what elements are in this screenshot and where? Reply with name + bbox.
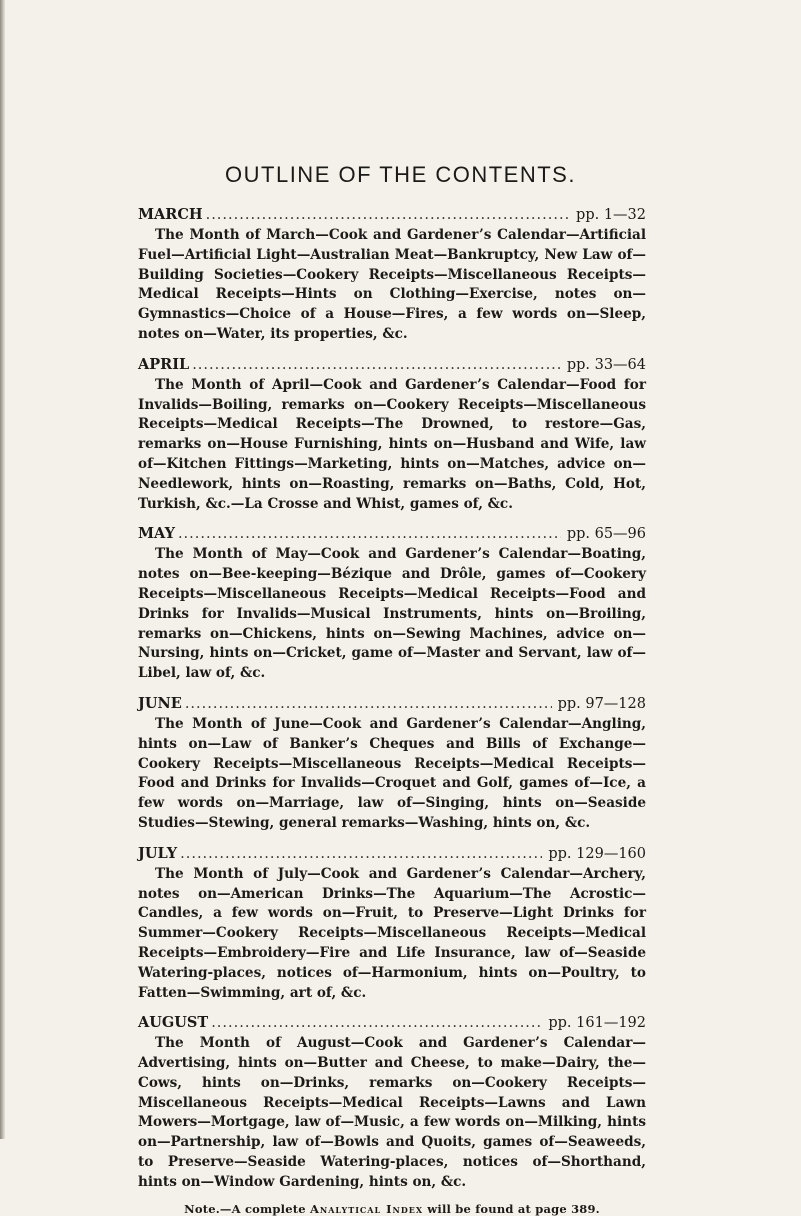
contents-list bbox=[138, 204, 646, 1216]
month-name: JULY bbox=[138, 844, 178, 862]
contents-entry-august bbox=[138, 1012, 646, 1192]
page-range: pp. 1—32 bbox=[576, 207, 646, 223]
contents-entry-march bbox=[138, 204, 646, 345]
month-name: MAY bbox=[138, 525, 175, 543]
entry-description: The Month of August—Cook and Gardener’s Calendar—Advertising, hints on—Butter and Cheese, to make—Dairy, the—Cows, hints on—Drinks, remarks on—Cookery Receipts—Miscellaneous Receipts—Medical Receipts—Lawns and Lawn Mowers—Mortgage, law of—Music, a few words on—Milking, hints on—Partnership, law of—Bowls and Quoits, games of—Seaweeds, to Preserve—Seaside Watering-places, notices of—Shorthand, hints on—Window Gardening, hints on, &c. bbox=[138, 1035, 646, 1190]
contents-entry-june bbox=[138, 693, 646, 834]
entry-heading bbox=[138, 693, 646, 715]
entry-description: The Month of July—Cook and Gardener’s Calendar—Archery, notes on—American Drinks—The Aquarium—The Acrostic—Candles, a few words on—Fruit, to Preserve—Light Drinks for Summer—Cookery Receipts—Miscellaneous Receipts—Medical Receipts—Embroidery—Fire and Life Insurance, law of—Seaside Watering-places, notices of—Harmonium, hints on—Poultry, to Fatten—Swimming, art of, &c. bbox=[138, 865, 646, 1001]
note-emphasis: Analytical Index bbox=[309, 1201, 424, 1216]
entry-heading bbox=[138, 523, 646, 545]
entry-heading bbox=[138, 843, 646, 865]
month-name: APRIL bbox=[138, 355, 190, 373]
contents-entry-april bbox=[138, 354, 646, 515]
entry-description: The Month of April—Cook and Gardener’s Calendar—Food for Invalids—Boiling, remarks on—Cookery Receipts—Miscellaneous Receipts—Medical Receipts—The Drowned, to restore—Gas, remarks on—House Furnishing, hints on—Husband and Wife, law of—Kitchen Fittings—Marketing, hints on—Matches, advice on—Needlework, hints on—Roasting, remarks on—Baths, Cold, Hot, Turkish, &c.—La Crosse and Whist, games of, &c. bbox=[138, 376, 646, 512]
month-name: JUNE bbox=[138, 694, 182, 712]
month-name: MARCH bbox=[138, 206, 203, 223]
dot-leader bbox=[185, 694, 552, 715]
entry-heading bbox=[138, 1012, 646, 1034]
dot-leader bbox=[206, 205, 570, 226]
contents-entry-july bbox=[138, 843, 646, 1004]
entry-heading bbox=[138, 354, 646, 376]
page-range: pp. 129—160 bbox=[548, 845, 646, 862]
dot-leader bbox=[180, 844, 542, 865]
dot-leader bbox=[211, 1013, 542, 1034]
page-range: pp. 161—192 bbox=[548, 1015, 646, 1032]
entry-description: The Month of June—Cook and Gardener’s Calendar—Angling, hints on—Law of Banker’s Cheques and Bills of Exchange—Cookery Receipts—Miscellaneous Receipts—Medical Receipts—Food and Drinks for Invalids—Croquet and Golf, games of—Ice, a few words on—Marriage, law of—Singing, hints on—Seaside Studies—Stewing, general remarks—Washing, hints on, &c. bbox=[138, 715, 646, 831]
month-name: AUGUST bbox=[138, 1014, 209, 1032]
dot-leader bbox=[192, 355, 561, 376]
dot-leader bbox=[178, 524, 561, 545]
entry-description: The Month of May—Cook and Gardener’s Calendar—Boating, notes on—Bee-keeping—Bézique and Drôle, games of—Cookery Receipts—Miscellaneous Receipts—Medical Receipts—Food and Drinks for Invalids—Musical Instruments, hints on—Broiling, remarks on—Chickens, hints on—Sewing Machines, advice on—Nursing, hints on—Cricket, game of—Master and Servant, law of—Libel, law of, &c. bbox=[138, 546, 646, 682]
note-suffix: will be found at page 389. bbox=[427, 1201, 600, 1216]
page-range: pp. 33—64 bbox=[566, 356, 646, 373]
page-range: pp. 97—128 bbox=[557, 695, 646, 712]
entry-heading bbox=[138, 204, 646, 226]
entry-description: The Month of March—Cook and Gardener’s Calendar—Artificial Fuel—Artificial Light—Australian Meat—Bankruptcy, New Law of—Building Societies—Cookery Receipts—Miscellaneous Receipts—Medical Receipts—Hints on Clothing—Exercise, notes on—Gymnastics—Choice of a House—Fires, a few words on—Sleep, notes on—Water, its properties, &c. bbox=[138, 227, 646, 342]
page-range: pp. 65—96 bbox=[566, 526, 646, 543]
contents-entry-may bbox=[138, 523, 646, 684]
index-note bbox=[138, 1202, 646, 1216]
page-title: OUTLINE OF THE CONTENTS. bbox=[225, 161, 576, 187]
note-prefix: Note.—A complete bbox=[184, 1201, 306, 1216]
